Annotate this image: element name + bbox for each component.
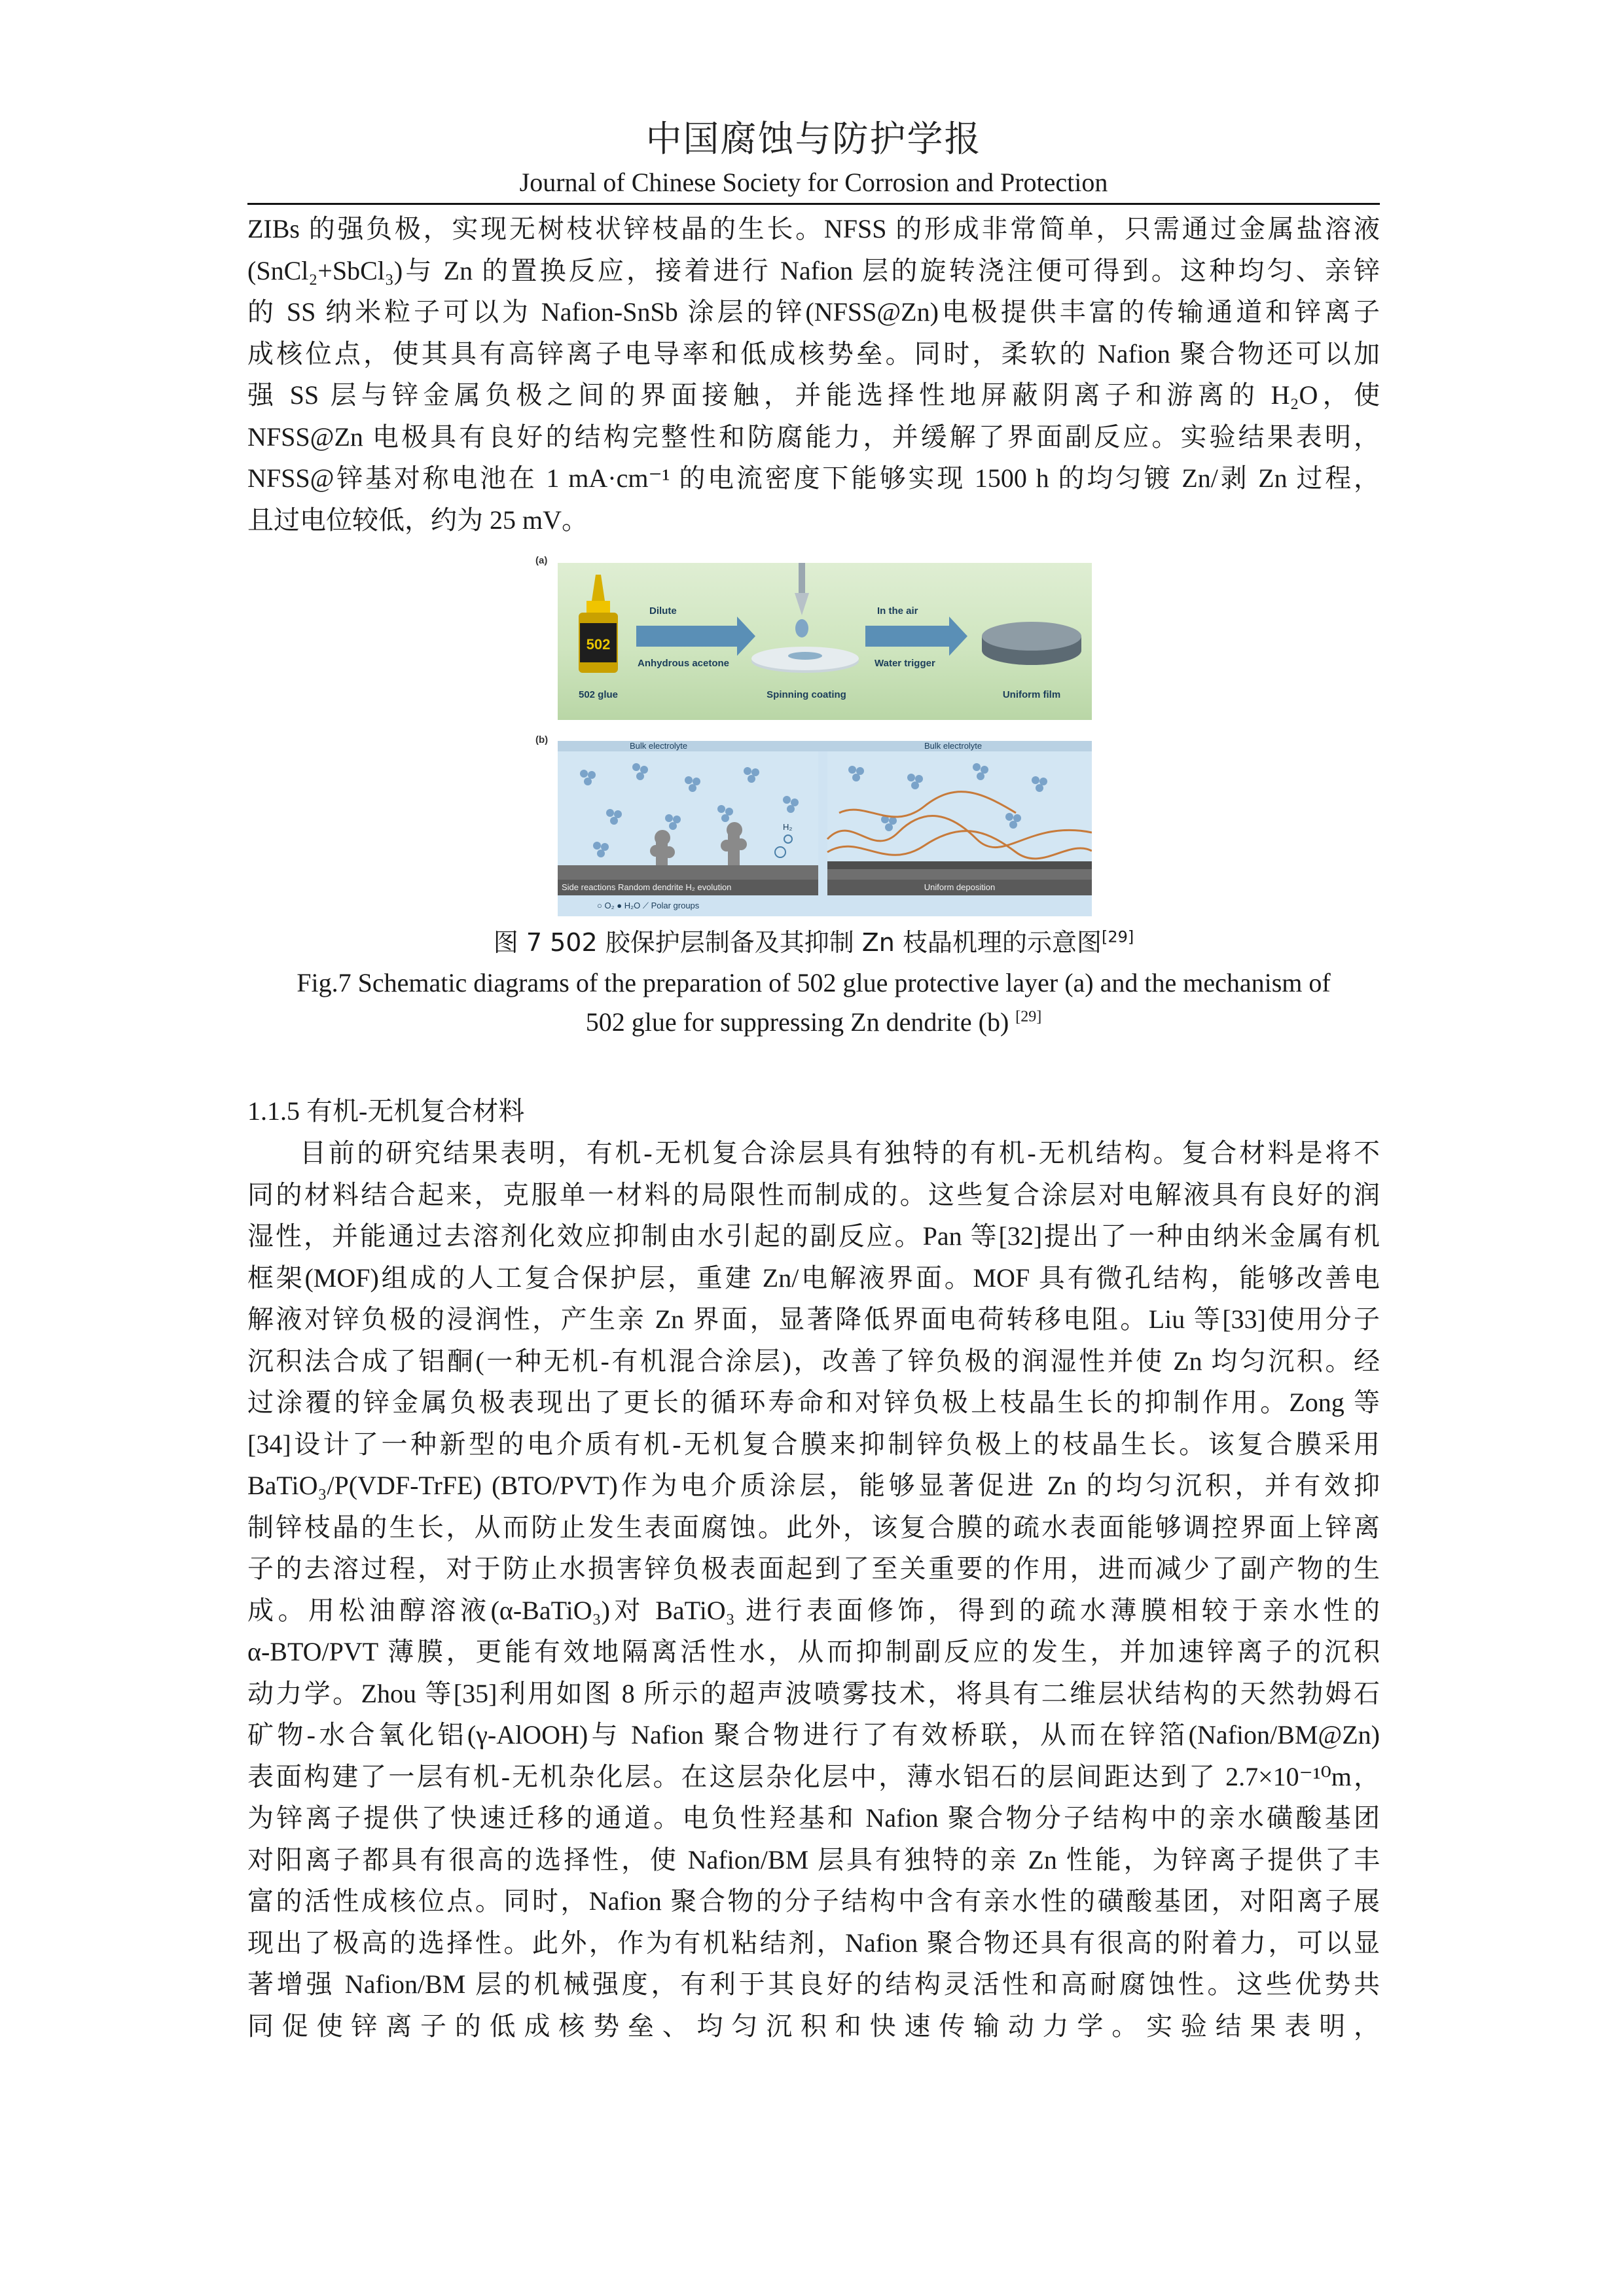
text-line: 制锌枝晶的生长，从而防止发生表面腐蚀。此外，该复合膜的疏水表面能够调控界面上锌离 [247,1512,1380,1542]
protective-layer [827,861,1092,869]
uniform-film-label: Uniform film [1002,689,1061,700]
text-line: NFSS@Zn 电极具有良好的结构完整性和防腐能力，并缓解了界面副反应。实验结果表明， [247,422,1380,452]
bulk-electrolyte-left: Bulk electrolyte [630,741,688,751]
text-line: 的 SS 纳米粒子可以为 Nafion-SnSb 涂层的锌(NFSS@Zn)电极提供丰富的传输通道和锌离子 [247,297,1380,327]
text-line: 强 SS 层与锌金属负极之间的界面接触，并能选择性地屏蔽阴离子和游离的 H₂O，使 [247,380,1380,410]
zn-anode-bare [558,865,818,880]
text-line: 沉积法合成了铝酮(一种无机-有机混合涂层)，改善了锌负极的润湿性并使 Zn 均匀沉积。经 [247,1346,1380,1376]
intro-paragraph [247,208,1380,541]
text-line: [34]设计了一种新型的电介质有机-无机复合膜来抑制锌负极上的枝晶生长。该复合膜采用 [247,1429,1380,1459]
h2-label: H₂ [783,822,793,832]
spinning-coating-label: Spinning coating [767,689,846,700]
figure-legend: ○ O₂ ● H₂O ⟋ Polar groups [597,901,700,910]
side-reactions-label: Side reactions Random dendrite H₂ evolution [562,882,732,892]
text-line: NFSS@锌基对称电池在 1 mA·cm⁻¹ 的电流密度下能够实现 1500 h 的均匀镀 Zn/剥 Zn 过程， [247,463,1380,493]
panel-a-preparation [558,563,1092,720]
uniform-deposition-label: Uniform deposition [924,882,996,892]
text-line: 框架(MOF)组成的人工复合保护层，重建 Zn/电解液界面。MOF 具有微孔结构，能够改善电 [247,1263,1380,1293]
section-heading: 1.1.5 有机-无机复合材料 [247,1096,525,1126]
dilute-label: Dilute [649,605,677,617]
caption-cn-ref: [29] [1101,927,1134,946]
panel-b-label: (b) [535,734,549,745]
zn-anode-protected [827,869,1092,880]
text-line: 为锌离子提供了快速迁移的通道。电负性羟基和 Nafion 聚合物分子结构中的亲水磺酸基团 [247,1803,1380,1833]
caption-en-ref: [29] [1015,1008,1042,1026]
text-line: 解液对锌负极的浸润性，产生亲 Zn 界面，显著降低界面电荷转移电阻。Liu 等[33]使用分子 [247,1304,1380,1334]
panel-b-mechanism [558,741,1092,916]
caption-en-line2: 502 glue for suppressing Zn dendrite (b) [585,1007,1016,1037]
text-line: 成。用松油醇溶液(α-BaTiO₃)对 BaTiO₃ 进行表面修饰，得到的疏水薄膜相较于亲水性的 [247,1595,1380,1625]
arrow-right-icon [636,617,755,656]
text-line: (SnCl₂+SbCl₃)与 Zn 的置换反应，接着进行 Nafion 层的旋转浇注便可得到。这种均匀、亲锌 [247,255,1380,285]
text-line: 同的材料结合起来，克服单一材料的局限性而制成的。这些复合涂层对电解液具有良好的润 [247,1179,1380,1210]
acetone-label: Anhydrous acetone [638,658,730,669]
glue-caption: 502 glue [578,689,619,700]
text-line: α-BTO/PVT 薄膜，更能有效地隔离活性水，从而抑制副反应的发生，并加速锌离子的沉积 [247,1637,1380,1666]
figure-caption-en [247,963,1380,1042]
water-trigger-label: Water trigger [875,658,935,669]
text-line: 动力学。Zhou 等[35]利用如图 8 所示的超声波喷雾技术，将具有二维层状结构的天然勃姆石 [247,1678,1380,1708]
bottle-label: 502 [586,636,611,653]
arrow-right-icon [865,617,967,656]
journal-title-en: Journal of Chinese Society for Corrosion and Protection [519,168,1108,197]
text-line: 矿物-水合氧化铝(γ-AlOOH)与 Nafion 聚合物进行了有效桥联，从而在锌箔(Nafion/BM@Zn) [247,1720,1380,1749]
text-line: 子的去溶过程，对于防止水损害锌负极表面起到了至关重要的作用，进而减少了副产物的生 [247,1554,1380,1583]
in-the-air-label: In the air [877,605,918,617]
journal-header [247,115,1380,200]
figure-caption-cn [247,923,1380,962]
text-line: 过涂覆的锌金属负极表现出了更长的循环寿命和对锌负极上枝晶生长的抑制作用。Zong 等 [247,1388,1380,1417]
text-line: 成核位点，使其具有高锌离子电导率和低成核势垒。同时，柔软的 Nafion 聚合物还可以加 [247,338,1380,368]
journal-title-cn: 中国腐蚀与防护学报 [645,118,982,160]
text-line: 且过电位较低，约为 25 mV。 [247,505,588,535]
section-body [247,1132,1380,2047]
text-line: 对阳离子都具有很高的选择性，使 Nafion/BM 层具有独特的亲 Zn 性能，为锌离子提供了丰 [247,1844,1380,1874]
panel-a-label: (a) [535,555,548,566]
header-rule [247,203,1380,205]
text-line: 目前的研究结果表明，有机-无机复合涂层具有独特的有机-无机结构。复合材料是将不 [300,1138,1380,1168]
caption-cn-text: 图 7 502 胶保护层制备及其抑制 Zn 枝晶机理的示意图 [493,928,1102,957]
text-line: BaTiO₃/P(VDF-TrFE) (BTO/PVT)作为电介质涂层，能够显著促进 Zn 的均匀沉积，并有效抑 [247,1471,1380,1500]
text-line: 著增强 Nafion/BM 层的机械强度，有利于其良好的结构灵活性和高耐腐蚀性。这些优势共 [247,1969,1380,1999]
text-line: ZIBs 的强负极，实现无树枝状锌枝晶的生长。NFSS 的形成非常简单，只需通过金属盐溶液 [247,214,1380,243]
text-line: 湿性，并能通过去溶剂化效应抑制由水引起的副反应。Pan 等[32]提出了一种由纳米金属有机 [247,1221,1380,1251]
glue-bottle-icon [579,575,618,673]
figure-7 [535,550,1092,918]
bulk-electrolyte-right: Bulk electrolyte [924,741,983,751]
spin-coater-icon [751,563,859,673]
text-line: 现出了极高的选择性。此外，作为有机粘结剂，Nafion 聚合物还具有很高的附着力，可以显 [247,1928,1380,1958]
text-line: 同 促 使 锌 离 子 的 低 成 核 势 垒 、 均 匀 沉 积 和 快 速 传 输 动 力 学 。 实 验 结 果 表 明 ， [247,2011,1380,2041]
text-line: 表面构建了一层有机-无机杂化层。在这层杂化层中，薄水铝石的层间距达到了 2.7×10⁻¹⁰m， [247,1761,1380,1791]
caption-en-line1: Fig.7 Schematic diagrams of the preparation of 502 glue protective layer (a) and the mechanism of [297,968,1331,997]
text-line: 富的活性成核位点。同时，Nafion 聚合物的分子结构中含有亲水性的磺酸基团，对阳离子展 [247,1886,1380,1916]
uniform-film-disc-icon [982,622,1081,665]
